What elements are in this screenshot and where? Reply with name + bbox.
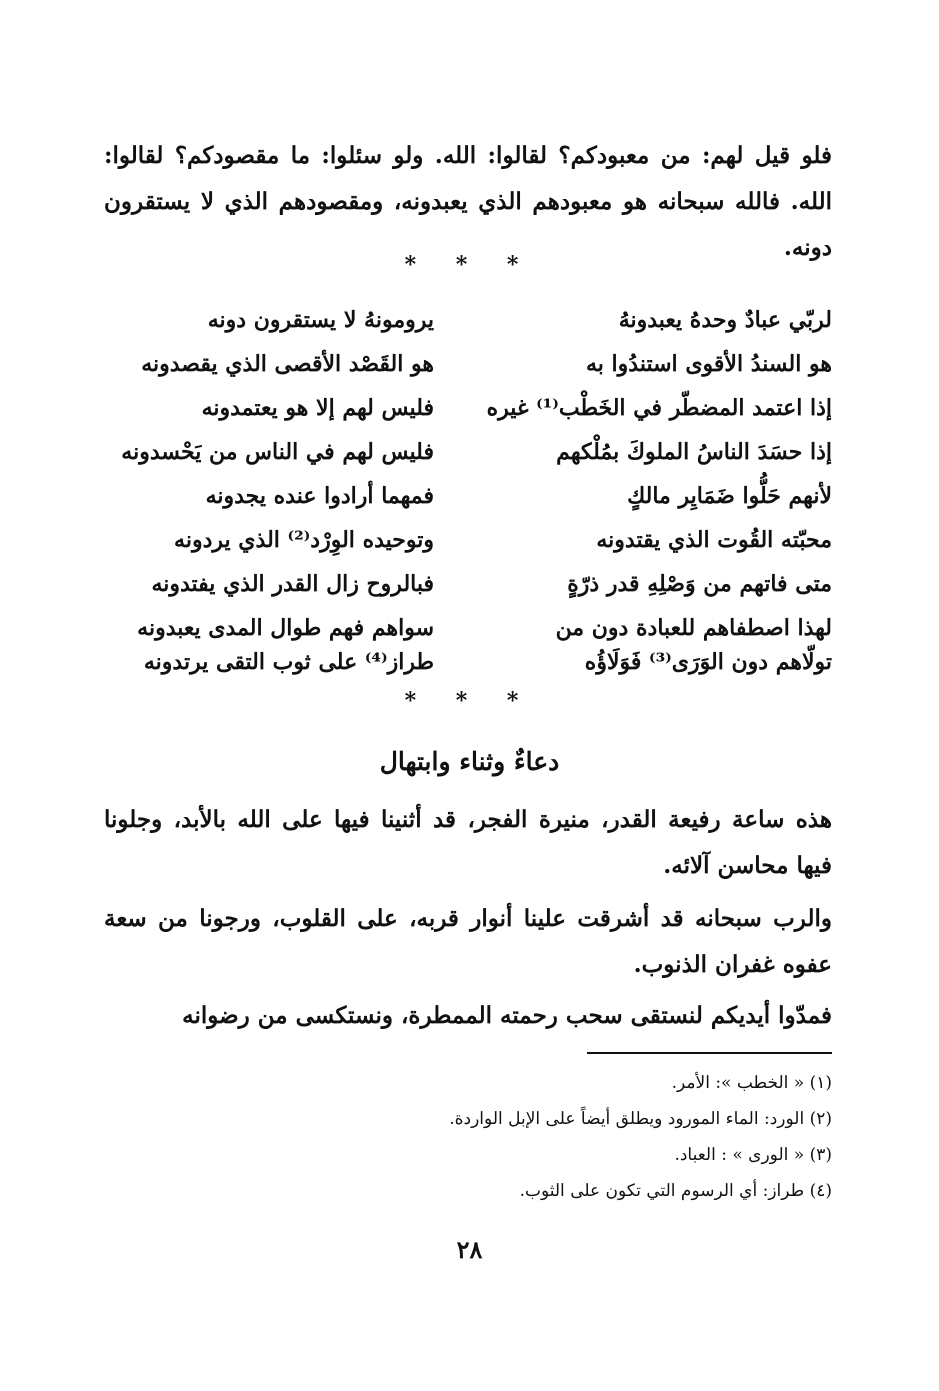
verse-right: تولّاهم دون الوَرَى⁽³⁾ فَوَلَاؤُه bbox=[584, 649, 832, 675]
verse-left: فمهما أرادوا عنده يجدونه bbox=[205, 483, 434, 509]
verse-right: هو السندُ الأقوى استندُوا به bbox=[585, 351, 832, 377]
body-paragraph: هذه ساعة رفيعة القدر، منيرة الفجر، قد أثنينا فيها على الله بالأبد، وجلونا فيها محاسن آلائه. bbox=[104, 806, 832, 879]
footnote-rule bbox=[587, 1052, 832, 1054]
verse-left: فليس لهم إلا هو يعتمدونه bbox=[201, 395, 434, 421]
separator-stars: * * * bbox=[404, 252, 535, 278]
verse-right: إذا حسَدَ الناسُ الملوكَ بمُلْكهم bbox=[556, 439, 832, 465]
verse-right: محبّته القُوت الذي يقتدونه bbox=[596, 527, 832, 553]
verse-left: فليس لهم في الناس من يَحْسدونه bbox=[121, 439, 434, 465]
footnote: (٢) الورد: الماء المورود ويطلق أيضاً على الإبل الواردة. bbox=[449, 1109, 832, 1129]
footnote: (٤) طراز: أي الرسوم التي تكون على الثوب. bbox=[519, 1181, 832, 1201]
verse-right: لأنهم حَلُّوا ضَمَايِر مالكٍ bbox=[627, 483, 832, 509]
verse-right: لربّي عبادٌ وحدهُ يعبدونهُ bbox=[618, 307, 832, 333]
verse-left: وتوحيده الوِرْد⁽²⁾ الذي يردونه bbox=[174, 527, 434, 553]
verse-left: يرومونهُ لا يستقرون دونه bbox=[207, 307, 434, 333]
body-paragraph: والرب سبحانه قد أشرقت علينا أنوار قربه، على القلوب، ورجونا من سعة عفوه غفران الذنوب. bbox=[104, 905, 832, 978]
body-paragraph: فمدّوا أيديكم لنستقى سحب رحمته الممطرة، ونستكسى من رضوانه bbox=[182, 1002, 832, 1029]
page-number: ٢٨ bbox=[456, 1235, 483, 1264]
verse-left: هو القَصْد الأقصى الذي يقصدونه bbox=[141, 351, 434, 377]
verse-right: لهذا اصطفاهم للعبادة دون من bbox=[555, 615, 832, 641]
intro-paragraph: فلو قيل لهم: من معبودكم؟ لقالوا: الله. ولو سئلوا: ما مقصودكم؟ لقالوا: الله. فالله سبحانه هو معبودهم الذي يعبدونه، ومقصودهم الذي لا يستقرون دونه. bbox=[104, 142, 832, 261]
separator-stars: * * * bbox=[404, 688, 535, 714]
section-heading: دعاءٌ وثناء وابتهال bbox=[379, 747, 560, 776]
verse-left: فبالروح زال القدر الذي يفتدونه bbox=[151, 571, 434, 597]
footnote: (٣) « الورى » : العباد. bbox=[674, 1145, 832, 1165]
verse-right: إذا اعتمد المضطّر في الخَطْب⁽¹⁾ غيره bbox=[486, 395, 832, 421]
verse-right: متى فاتهم من وَصْلِهِ قدر ذرّةٍ bbox=[567, 571, 832, 597]
verse-left: طراز⁽⁴⁾ على ثوب التقى يرتدونه bbox=[143, 649, 434, 675]
footnote: (١) « الخطب »: الأمر. bbox=[671, 1073, 832, 1093]
verse-left: سواهم فهم طوال المدى يعبدونه bbox=[137, 615, 434, 641]
